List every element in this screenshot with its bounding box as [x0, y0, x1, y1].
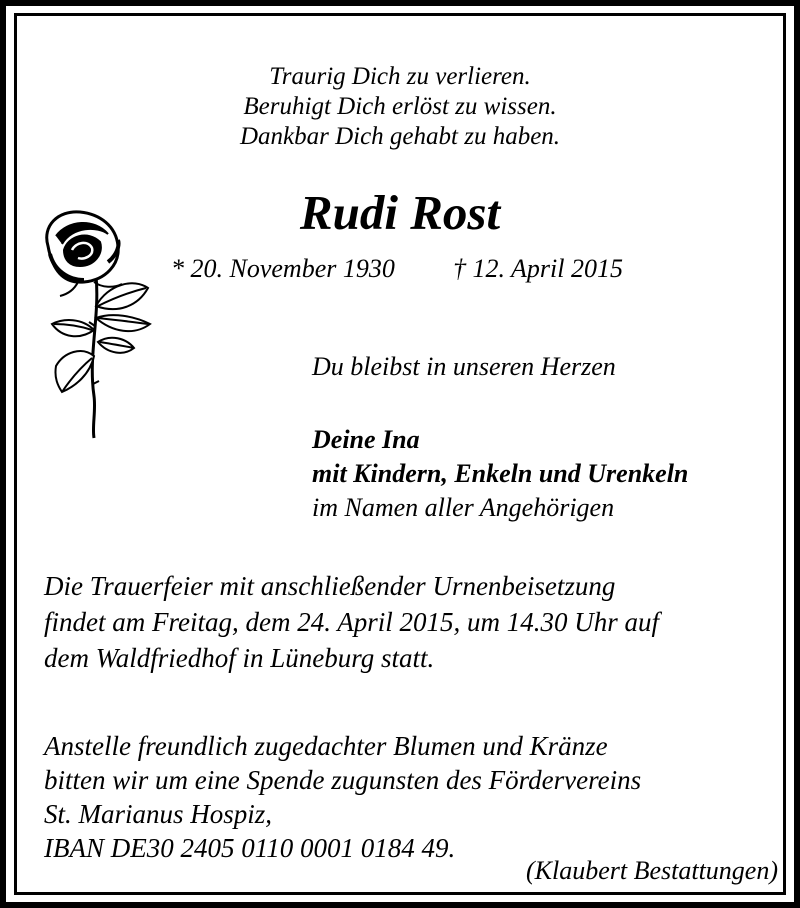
- verse-line: Dankbar Dich gehabt zu haben.: [239, 123, 561, 150]
- deceased-name: Rudi Rost: [299, 185, 501, 240]
- memorial-verse: [0, 62, 800, 152]
- mourner-line: im Namen aller Angehörigen: [312, 493, 615, 522]
- funeral-service-info: [44, 568, 784, 676]
- donation-request: [44, 729, 784, 865]
- mourners-block: [312, 423, 688, 525]
- donation-line: Anstelle freundlich zugedachter Blumen und Kränze: [44, 731, 608, 761]
- mourner-line: Deine Ina: [312, 425, 420, 454]
- mourner-line: mit Kindern, Enkeln und Urenkeln: [312, 459, 689, 488]
- verse-line: Beruhigt Dich erlöst zu wissen.: [243, 93, 557, 120]
- donation-line: bitten wir um eine Spende zugunsten des Fördervereins: [44, 765, 642, 795]
- condolence-message: Du bleibst in unseren Herzen: [312, 352, 616, 381]
- service-line: findet am Freitag, dem 24. April 2015, um 14.30 Uhr auf: [44, 607, 659, 637]
- death-date: † 12. April 2015: [453, 254, 623, 283]
- birth-date: * 20. November 1930: [171, 254, 395, 283]
- donation-line: IBAN DE30 2405 0110 0001 0184 49.: [44, 833, 456, 863]
- donation-line: St. Marianus Hospiz,: [44, 799, 273, 829]
- verse-line: Traurig Dich zu verlieren.: [269, 63, 531, 90]
- service-line: dem Waldfriedhof in Lüneburg statt.: [44, 643, 435, 673]
- service-line: Die Trauerfeier mit anschließender Urnenbeisetzung: [44, 571, 616, 601]
- undertaker-credit: (Klaubert Bestattungen): [525, 856, 778, 885]
